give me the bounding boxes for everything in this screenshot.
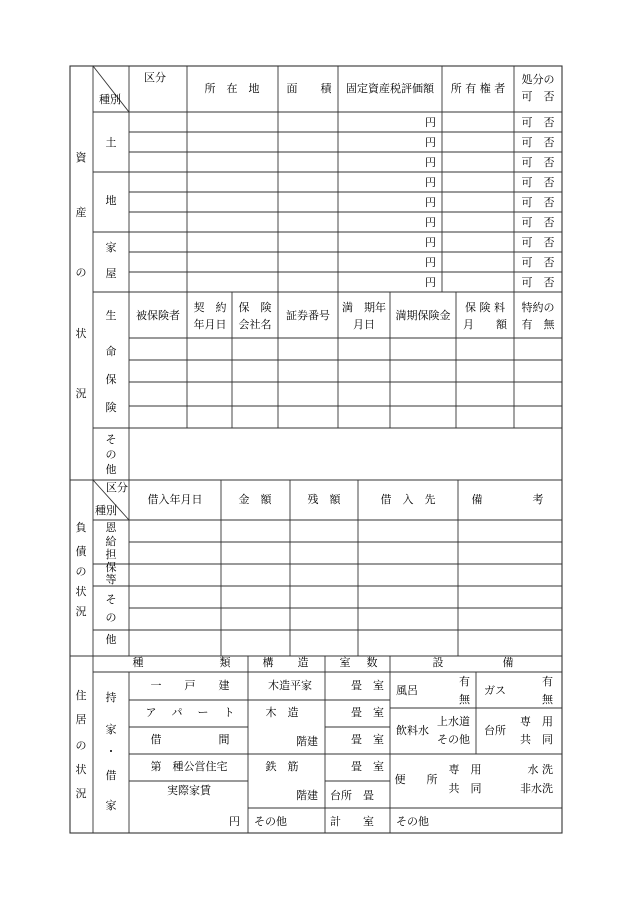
debt-header-remarks: 備 <box>471 493 483 506</box>
equip-gas-yes: 有 <box>542 675 553 688</box>
debt-onkyu-label: 保 <box>105 561 117 574</box>
equip-bath-yes: 有 <box>459 675 470 688</box>
rooms-kitchen: 台所 畳 <box>330 789 374 802</box>
disposal-value: 可 否 <box>521 276 555 289</box>
equip-water-other: その他 <box>437 733 470 746</box>
yen-unit: 円 <box>425 276 436 289</box>
structure-floors: 階建 <box>296 735 318 748</box>
section-label-housing: 居 <box>75 713 87 726</box>
header-disposal: 処分の <box>521 73 555 86</box>
header-shubetsu: 種別 <box>99 93 121 106</box>
form-grid-lines <box>70 66 562 833</box>
section-label-assets: 産 <box>75 206 87 219</box>
header-area: 面 <box>286 82 298 95</box>
housing-header-equip: 設 <box>432 656 444 669</box>
land-label: 土 <box>105 136 117 149</box>
insurance-entry-row[interactable] <box>129 406 562 428</box>
debt-entry-row[interactable] <box>129 542 562 564</box>
asset-entry-row[interactable] <box>129 232 562 252</box>
yen-unit: 円 <box>425 256 436 269</box>
debt-header-borrow-date: 借入年月日 <box>147 493 203 506</box>
housing-type-apartment: ト <box>223 706 235 719</box>
disposal-value: 可 否 <box>521 156 555 169</box>
disposal-value: 可 否 <box>521 116 555 129</box>
insurance-label: 険 <box>105 401 117 414</box>
debt-onkyu-label: 等 <box>105 573 117 586</box>
land-label: 地 <box>105 194 117 207</box>
header-kubun: 区分 <box>144 71 166 84</box>
housing-rent-label: 実際家賃 <box>167 784 211 797</box>
housing-type-apartment: パ <box>171 706 183 719</box>
section-label-debts: 況 <box>75 605 87 618</box>
rooms-tatami: 畳 室 <box>351 733 384 746</box>
debt-other-label: の <box>105 611 117 624</box>
header-disposal: 可 否 <box>521 90 555 103</box>
equip-gas-no: 無 <box>542 693 553 706</box>
debt-onkyu-label: 給 <box>105 535 117 548</box>
insurance-entry-row[interactable] <box>129 382 562 406</box>
rooms-total: 計 室 <box>330 815 374 828</box>
insurance-maturity-amount-header: 満期保険金 <box>395 309 451 322</box>
insurance-premium-header: 保 険 料 <box>465 301 505 314</box>
debt-header-kubun: 区分 <box>106 481 128 494</box>
debt-header-balance: 残 額 <box>307 493 341 506</box>
section-label-assets: の <box>75 266 87 279</box>
debt-entry-row[interactable] <box>129 630 562 656</box>
yen-unit: 円 <box>425 236 436 249</box>
housing-type-public: 第 種公営住宅 <box>150 760 228 773</box>
housing-header-type: 類 <box>219 656 231 669</box>
insurance-contract-header: 年月日 <box>193 318 227 331</box>
yen-unit: 円 <box>425 116 436 129</box>
other-assets-label: 他 <box>105 463 117 476</box>
housing-type-detached: 戸 <box>184 679 196 692</box>
equip-kitchen-shared: 共 同 <box>520 733 553 746</box>
equip-kitchen-exclusive: 専 用 <box>520 715 553 728</box>
equip-toilet-nonflush: 非水洗 <box>520 782 553 795</box>
structure-floors: 階建 <box>296 789 318 802</box>
section-label-debts: の <box>75 565 87 578</box>
header-area: 積 <box>320 82 332 95</box>
disposal-value: 可 否 <box>521 256 555 269</box>
debt-entry-row[interactable] <box>129 608 562 630</box>
insurance-entry-row[interactable] <box>129 360 562 382</box>
insurance-maturity-header: 満 期年 <box>342 301 386 314</box>
insurance-company-header: 会社名 <box>238 318 272 331</box>
equip-water: 飲料水 <box>396 724 429 737</box>
equip-gas: ガス <box>484 684 506 697</box>
debt-header-remarks: 考 <box>532 493 544 506</box>
housing-header-type: 種 <box>132 656 144 669</box>
yen-unit: 円 <box>425 136 436 149</box>
equip-toilet: 所 <box>426 773 438 786</box>
other-assets-label: の <box>105 448 117 461</box>
housing-own-rent-label: 家 <box>105 723 117 736</box>
housing-type-detached: 一 <box>150 679 162 692</box>
asset-entry-row[interactable] <box>129 192 562 212</box>
housing-header-structure: 造 <box>297 656 309 669</box>
housing-header-equip: 備 <box>502 656 514 669</box>
housing-header-rooms: 数 <box>366 656 378 669</box>
disposal-value: 可 否 <box>521 176 555 189</box>
insurance-label: 生 <box>105 309 117 322</box>
housing-type-detached: 建 <box>218 679 230 692</box>
insurance-maturity-header: 月日 <box>353 318 375 331</box>
section-label-housing: 住 <box>75 689 87 702</box>
debt-header-shubetsu: 種別 <box>95 504 117 517</box>
housing-type-apartment: ア <box>145 706 157 719</box>
disposal-value: 可 否 <box>521 136 555 149</box>
asset-entry-row[interactable] <box>129 172 562 192</box>
yen-unit: 円 <box>425 196 436 209</box>
equip-kitchen: 台所 <box>484 724 506 737</box>
structure-other: その他 <box>254 815 287 828</box>
disposal-value: 可 否 <box>521 196 555 209</box>
yen-unit: 円 <box>425 176 436 189</box>
house-label: 家 <box>105 241 117 254</box>
housing-header-rooms: 室 <box>339 656 351 669</box>
equip-other: その他 <box>396 815 429 828</box>
asset-entry-row[interactable] <box>129 252 562 272</box>
debt-header-lender: 借 入 先 <box>380 493 436 506</box>
insurance-special-header: 有 無 <box>521 318 555 331</box>
equip-bath-no: 無 <box>459 693 470 706</box>
debt-onkyu-label: 恩 <box>105 521 117 534</box>
asset-entry-row[interactable] <box>129 152 562 172</box>
insurance-contract-header: 契 約 <box>193 301 227 314</box>
equip-toilet-flush: 水 洗 <box>527 763 553 776</box>
housing-rent-yen: 円 <box>229 815 240 828</box>
housing-type-apartment: ー <box>197 706 209 719</box>
header-tax-value: 固定資産税評価額 <box>346 82 434 95</box>
debt-entry-row[interactable] <box>129 520 562 542</box>
section-label-debts: 負 <box>75 521 87 534</box>
housing-own-rent-label: 持 <box>105 691 117 704</box>
debt-onkyu-label: 担 <box>105 548 117 561</box>
section-label-housing: の <box>75 739 87 752</box>
housing-type-rental: 借 <box>150 733 162 746</box>
housing-header-structure: 構 <box>262 656 274 669</box>
section-label-debts: 状 <box>75 585 87 598</box>
insurance-insured-header: 被保険者 <box>136 309 180 322</box>
other-assets-field[interactable] <box>129 428 562 480</box>
housing-type-rental: 間 <box>218 733 230 746</box>
section-label-assets: 状 <box>75 327 87 340</box>
structure-wood-one: 木造平家 <box>268 679 312 692</box>
section-label-debts: 債 <box>75 545 87 558</box>
yen-unit: 円 <box>425 216 436 229</box>
housing-own-rent-label: 借 <box>105 769 117 782</box>
equip-toilet-shared: 共 同 <box>448 782 482 795</box>
yen-unit: 円 <box>425 156 436 169</box>
equip-bath: 風呂 <box>396 684 418 697</box>
header-owner: 所 有 権 者 <box>450 82 506 95</box>
other-assets-label: そ <box>105 433 117 446</box>
rooms-tatami: 畳 室 <box>351 679 384 692</box>
section-label-housing: 状 <box>75 763 87 776</box>
insurance-company-header: 保 険 <box>238 301 272 314</box>
equip-toilet: 便 <box>394 773 406 786</box>
disposal-value: 可 否 <box>521 216 555 229</box>
debt-entry-row[interactable] <box>129 586 562 608</box>
structure-steel: 鉄 筋 <box>265 760 299 773</box>
insurance-policy-header: 証券番号 <box>286 309 330 322</box>
section-label-assets: 況 <box>75 387 87 400</box>
debt-header-amount: 金 額 <box>238 493 272 506</box>
section-label-housing: 況 <box>75 787 87 800</box>
insurance-entry-row[interactable] <box>129 338 562 360</box>
equip-water-tap: 上水道 <box>437 715 470 728</box>
insurance-premium-header: 月 額 <box>463 318 507 331</box>
debt-other-label: 他 <box>105 633 117 646</box>
debt-entry-row[interactable] <box>129 564 562 586</box>
asset-entry-row[interactable] <box>129 212 562 232</box>
housing-own-rent-label: ・ <box>105 745 117 758</box>
house-label: 屋 <box>105 267 117 280</box>
insurance-label: 命 <box>105 345 117 358</box>
asset-entry-row[interactable] <box>129 132 562 152</box>
disposal-value: 可 否 <box>521 236 555 249</box>
insurance-label: 保 <box>105 373 117 386</box>
rooms-tatami: 畳 室 <box>351 706 384 719</box>
header-location: 所 在 地 <box>204 82 260 95</box>
housing-own-rent-label: 家 <box>105 799 117 812</box>
insurance-special-header: 特約の <box>521 301 555 314</box>
structure-wood: 木 造 <box>265 706 299 719</box>
debt-other-label: そ <box>105 593 117 606</box>
section-label-assets: 資 <box>75 151 87 164</box>
equip-toilet-exclusive: 専 用 <box>448 763 482 776</box>
asset-entry-row[interactable] <box>129 272 562 292</box>
asset-entry-row[interactable] <box>129 112 562 132</box>
rooms-tatami: 畳 室 <box>351 760 384 773</box>
